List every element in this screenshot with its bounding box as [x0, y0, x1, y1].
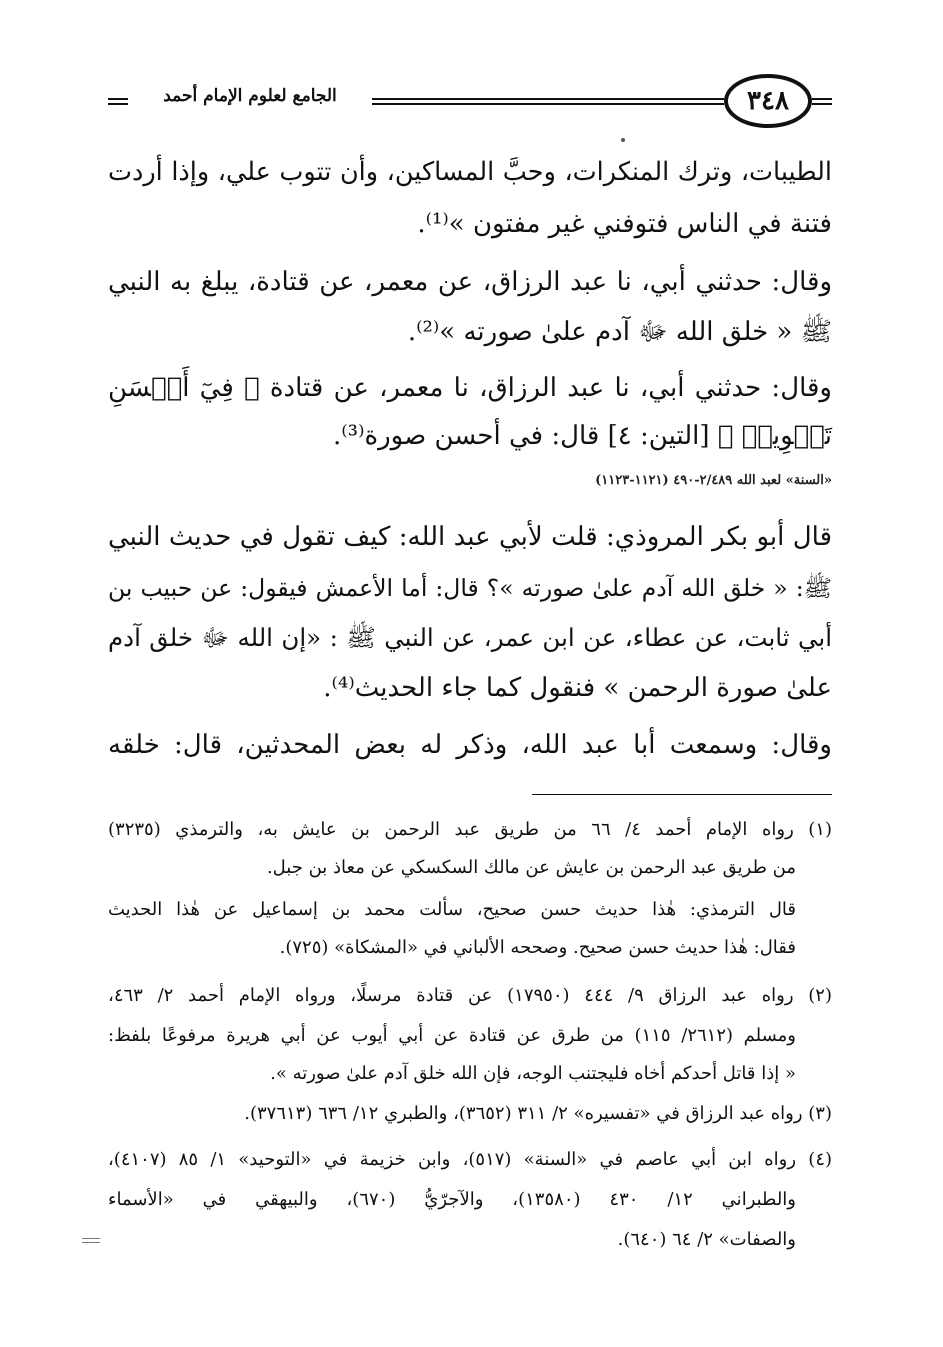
header-rule-middle-2 — [372, 103, 724, 105]
body-line: وقال: حدثني أبي، نا عبد الرزاق، عن معمر، عن قتادة، يبلغ به النبي — [108, 267, 832, 297]
footnote-line: والصفات» ٢/ ٦٤ (٦٤٠). — [617, 1229, 796, 1250]
body-line: الطيبات، وترك المنكرات، وحبَّ المساكين، وأن تتوب علي، وإذا أردت — [108, 157, 832, 187]
body-line: ﷺ « خلق الله ﷻ آدم علىٰ صورته »⁽²⁾. — [407, 317, 832, 347]
footnote-line: من طريق عبد الرحمن بن عايش عن مالك السكسكي عن معاذ بن جبل. — [266, 857, 796, 878]
page-number: ٣٤٨ — [724, 74, 812, 128]
body-line: وقال: حدثني أبي، نا عبد الرزاق، نا معمر، عن قتادة ﴿ فِيٓ أَحۡسَنِ — [108, 373, 832, 403]
running-header-title: الجامع لعلوم الإمام أحمد — [163, 86, 337, 106]
header-rule-left-2 — [108, 103, 128, 105]
footnote-line: قال الترمذي: هٰذا حديث حسن صحيح، سألت محمد بن إسماعيل عن هٰذا الحديث — [108, 899, 796, 920]
body-line: قال أبو بكر المروذي: قلت لأبي عبد الله: كيف تقول في حديث النبي — [108, 522, 832, 552]
footnote-line: (١) رواه الإمام أحمد ٤/ ٦٦ من طريق عبد الرحمن بن عايش به، والترمذي (٣٢٣٥) — [108, 819, 832, 840]
source-citation: «السنة» لعبد الله ٢/٤٨٩-٤٩٠ (١١٢١-١١٢٣) — [595, 473, 832, 488]
body-line: فتنة في الناس فتوفني غير مفتون »⁽¹⁾. — [417, 209, 832, 239]
body-line: وقال: وسمعت أبا عبد الله، وذكر له بعض المحدثين، قال: خلقه — [108, 730, 832, 760]
body-line: أبي ثابت، عن عطاء، عن ابن عمر، عن النبي ﷺ : «إن الله ﷻ خلق آدم — [108, 623, 832, 652]
body-line: ﷺ: « خلق الله آدم علىٰ صورته »؟ قال: أما الأعمش فيقول: عن حبيب بن — [108, 574, 832, 602]
stray-mark — [621, 138, 625, 142]
footnote-line: (٤) رواه ابن أبي عاصم في «السنة» (٥١٧)، وابن خزيمة في «التوحيد» ١/ ٨٥ (٤١٠٧)، — [108, 1149, 833, 1170]
header-rule-left — [108, 98, 128, 100]
footnote-line: والطبراني ١٢/ ٤٣٠ (١٣٥٨٠)، والآجرّيُّ (٦٧٠)، والبيهقي في «الأسماء — [108, 1189, 796, 1210]
footnote-line: « إذا قاتل أحدكم أخاه فليجتنب الوجه، فإن الله خلق آدم علىٰ صورته ». — [270, 1063, 796, 1084]
header-rule-middle — [372, 98, 724, 100]
body-line: علىٰ صورة الرحمن » فنقول كما جاء الحديث⁽⁴⁾. — [323, 673, 832, 703]
header-rule-right — [812, 98, 832, 100]
header-rule-right-2 — [812, 103, 832, 105]
footnote-line: (٣) رواه عبد الرزاق في «تفسيره» ٢/ ٣١١ (٣٦٥٢)، والطبري ١٢/ ٦٣٦ (٣٧٦١٣). — [244, 1103, 832, 1124]
footnote-line: فقال: هٰذا حديث حسن صحيح. وصححه الألباني في «المشكاة» (٧٢٥). — [279, 937, 796, 958]
body-line: تَقۡوِيمٖ ﴾ [التين: ٤] قال: في أحسن صورة⁽³⁾. — [333, 421, 832, 451]
footnote-separator — [532, 794, 832, 795]
margin-mark — [82, 1238, 100, 1246]
footnote-line: ومسلم (٢٦١٢/ ١١٥) من طرق عن قتادة عن أبي أيوب عن أبي هريرة مرفوعًا بلفظ: — [108, 1025, 796, 1046]
footnote-line: (٢) رواه عبد الرزاق ٩/ ٤٤٤ (١٧٩٥٠) عن قتادة مرسلًا، ورواه الإمام أحمد ٢/ ٤٦٣، — [108, 985, 832, 1006]
